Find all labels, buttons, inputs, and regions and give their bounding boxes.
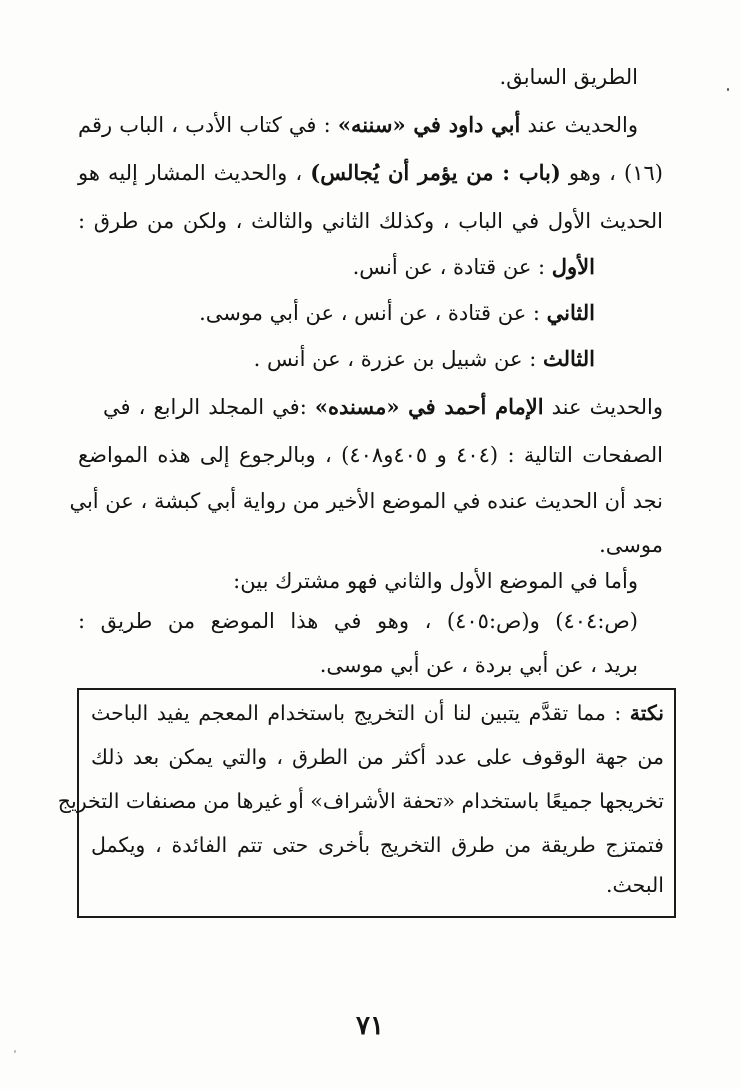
note-line-5-text: البحث. — [605, 873, 664, 897]
text-line-4 — [78, 206, 663, 236]
text-line-11-content: موسى. — [599, 533, 663, 557]
route-second — [199, 298, 595, 328]
note-line-5 — [606, 870, 664, 900]
note-line-1-text: : مما تقدَّم يتبين لنا أن التخريج باستخدام المعجم يفيد الباحث — [91, 701, 630, 725]
text-line-11 — [599, 530, 663, 560]
note-line-2-text: من جهة الوقوف على عدد أكثر من الطرق ، والتي يمكن بعد ذلك — [91, 745, 664, 769]
text-line-13 — [78, 606, 638, 636]
text-line-9 — [78, 440, 663, 470]
route-first — [353, 252, 595, 282]
route-third-label: الثالث — [543, 346, 595, 371]
page-number: ٧١ — [356, 1011, 384, 1041]
text-line-10 — [69, 486, 663, 516]
route-third-text: : عن شبيل بن عزرة ، عن أنس . — [253, 347, 543, 371]
text-line-12-content: وأما في الموضع الأول والثاني فهو مشترك بين: — [233, 569, 638, 593]
text-line-3 — [78, 158, 663, 188]
note-line-4-text: فتمتزج طريقة من طرق التخريج بأخرى حتى تتم الفائدة ، ويكمل — [91, 833, 664, 857]
note-box — [57, 688, 676, 918]
text-line-8-end: :في المجلد الرابع ، في — [103, 395, 315, 419]
text-line-9-content: الصفحات التالية : (٤٠٤ و ٤٠٥و٤٠٨) ، وبالرجوع إلى هذه المواضع — [78, 443, 664, 467]
text-line-3-start: (١٦) ، وهو — [560, 161, 663, 185]
route-first-text: : عن قتادة ، عن أنس. — [352, 255, 552, 279]
source-abu-dawud: أبي داود في «سننه» — [337, 112, 521, 137]
text-line-2-end: : في كتاب الأدب ، الباب رقم — [78, 113, 338, 137]
text-line-14 — [320, 650, 638, 680]
text-line-2-start: والحديث عند — [520, 113, 638, 137]
text-line-8 — [103, 392, 663, 422]
text-line-1-content: الطريق السابق. — [499, 65, 638, 89]
text-line-13-content: (ص:٤٠٤) و(ص:٤٠٥) ، وهو في هذا الموضع من طريق : — [78, 609, 638, 633]
note-line-4 — [91, 830, 664, 860]
scan-speck — [727, 88, 729, 91]
route-second-label: الثاني — [546, 300, 595, 325]
note-line-1 — [91, 698, 664, 728]
chapter-title: (باب : من يؤمر أن يُجالس) — [310, 160, 561, 185]
text-line-10-content: نجد أن الحديث عنده في الموضع الأخير من رواية أبي كبشة ، عن أبي — [69, 489, 663, 513]
text-line-3-end: ، والحديث المشار إليه هو — [78, 161, 311, 185]
text-line-4-content: الحديث الأول في الباب ، وكذلك الثاني والثالث ، ولكن من طرق : — [78, 209, 663, 233]
route-second-text: : عن قتادة ، عن أنس ، عن أبي موسى. — [199, 301, 547, 325]
text-line-1 — [500, 62, 638, 92]
scan-speck — [14, 1050, 16, 1053]
source-ahmad: الإمام أحمد في «مسنده» — [314, 394, 544, 419]
text-line-2 — [78, 110, 638, 140]
text-line-14-content: بريد ، عن أبي بردة ، عن أبي موسى. — [319, 653, 638, 677]
note-label: نكتة — [629, 701, 664, 725]
text-line-12 — [233, 566, 638, 596]
route-first-label: الأول — [551, 254, 595, 279]
note-line-3-text: تخريجها جميعًا باستخدام «تحفة الأشراف» أو غيرها من مصنفات التخريج — [57, 789, 664, 813]
text-line-8-start: والحديث عند — [543, 395, 663, 419]
note-line-3 — [57, 786, 664, 816]
route-third — [254, 344, 595, 374]
note-line-2 — [91, 742, 664, 772]
